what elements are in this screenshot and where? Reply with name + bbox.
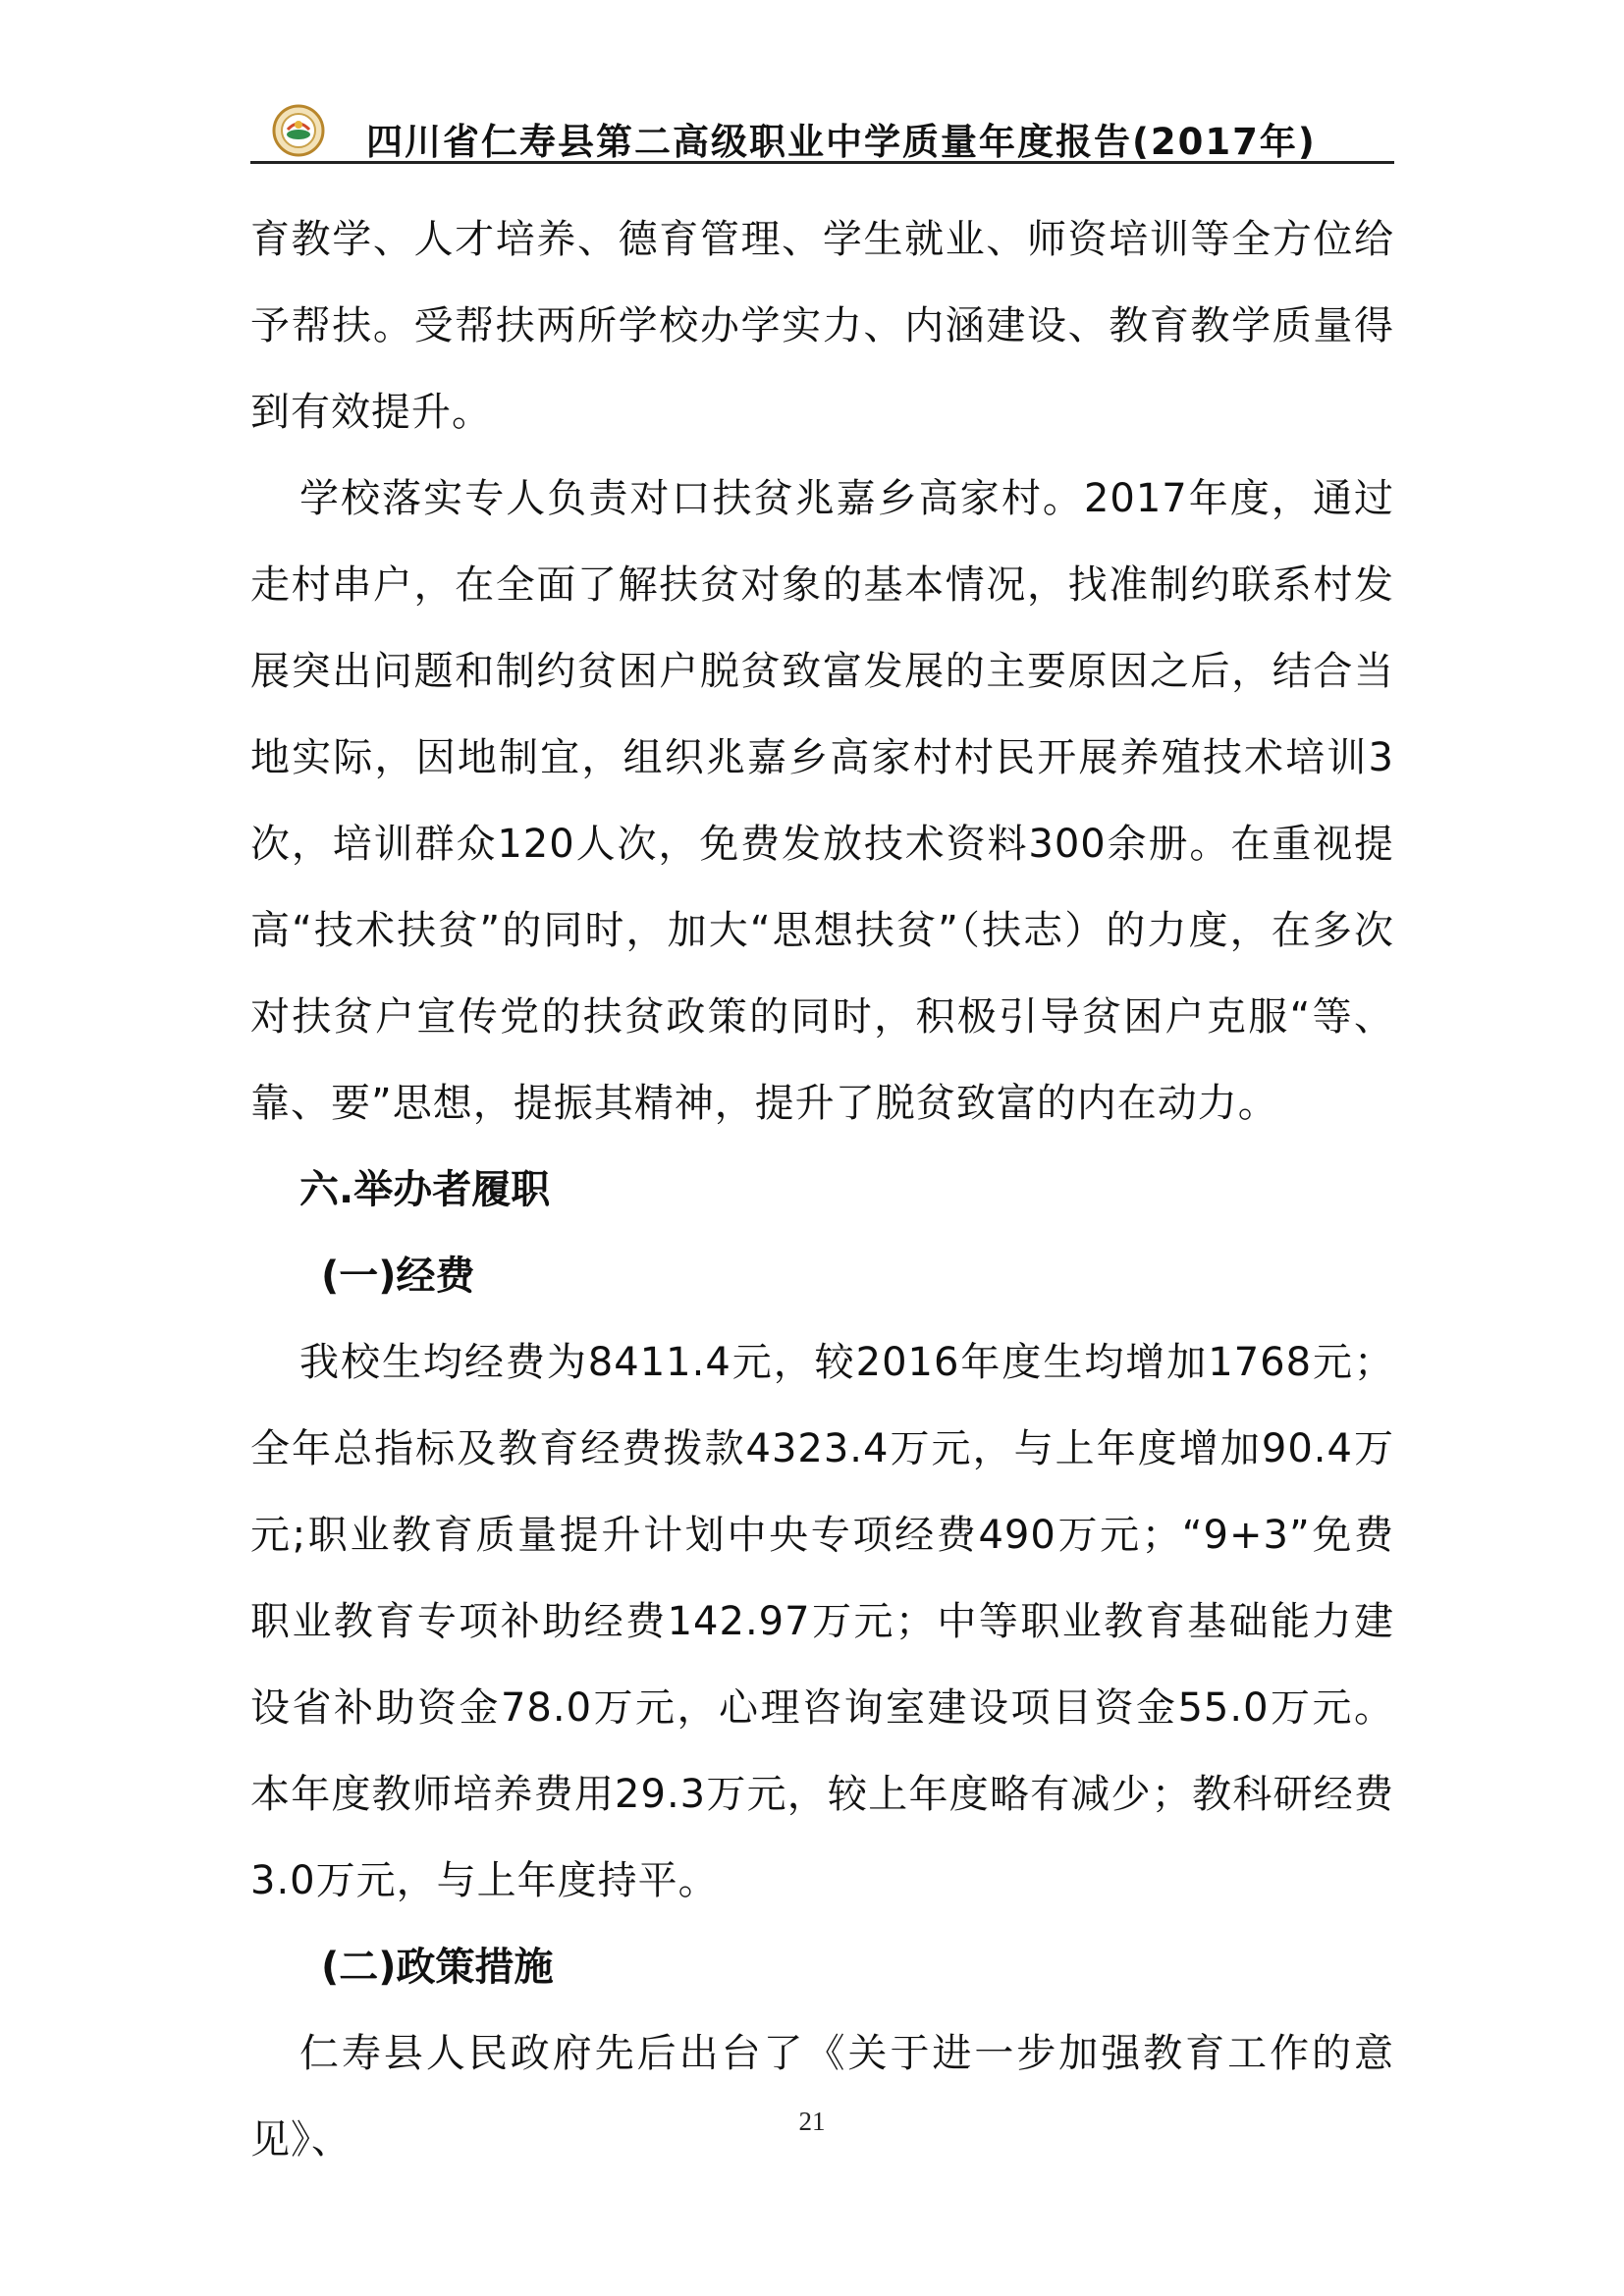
- page-number: 21: [798, 2107, 826, 2136]
- paragraph-policy: 仁寿县人民政府先后出台了《关于进一步加强教育工作的意见》、: [250, 2031, 1394, 2163]
- section-heading: 六.举办者履职: [299, 1167, 551, 1212]
- page-header: [250, 98, 1394, 164]
- school-emblem-icon: [272, 104, 325, 157]
- paragraph-funding: 我校生均经费为8411.4元，较2016年度生均增加1768元；全年总指标及教育经费拨款4323.4万元，与上年度增加90.4万元;职业教育质量提升计划中央专项经费490万元；“9+3”免费职业教育专项补助经费142.97万元；中等职业教育基础能力建设省补助资金78.0万元，心理咨询室建设项目资金55.0万元。本年度教师培养费用29.3万元，较上年度略有减少；教科研经费3.0万元，与上年度持平。: [250, 1340, 1394, 1903]
- paragraph-poverty-alleviation: 学校落实专人负责对口扶贫兆嘉乡高家村。2017年度，通过走村串户，在全面了解扶贫对象的基本情况，找准制约联系村发展突出问题和制约贫困户脱贫致富发展的主要原因之后，结合当地实际，因地制宜，组织兆嘉乡高家村村民开展养殖技术培训3次，培训群众120人次，免费发放技术资料300余册。在重视提高“技术扶贫”的同时，加大“思想扶贫”（扶志）的力度，在多次对扶贫户宣传党的扶贫政策的同时，积极引导贫困户克服“等、靠、要”思想，提振其精神，提升了脱贫致富的内在动力。: [250, 476, 1394, 1126]
- subsection-heading-funding: (一)经费: [321, 1254, 475, 1299]
- document-body: [250, 196, 1394, 2183]
- subsection-heading-policy: (二)政策措施: [321, 1945, 554, 1990]
- header-title: 四川省仁寿县第二高级职业中学质量年度报告(2017年): [366, 121, 1317, 163]
- paragraph-assistance-continued: 育教学、人才培养、德育管理、学生就业、师资培训等全方位给予帮扶。受帮扶两所学校办学实力、内涵建设、教育教学质量得到有效提升。: [250, 217, 1394, 435]
